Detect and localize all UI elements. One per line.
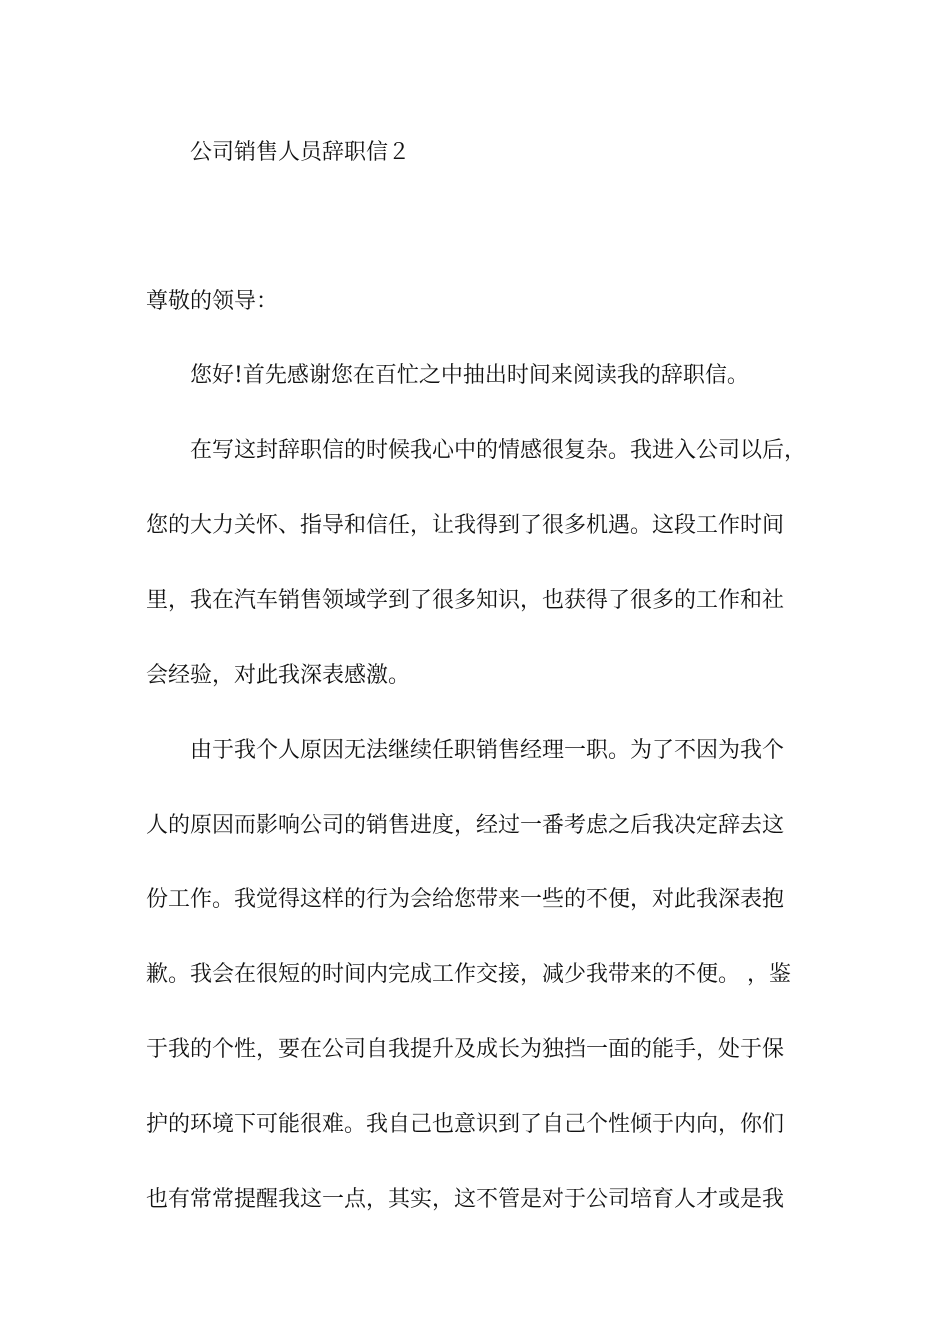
paragraph-line: 也有常常提醒我这一点，其实，这不管是对于公司培育人才或是我 (146, 1187, 785, 1212)
document-title: 公司销售人员辞职信２ (190, 140, 411, 165)
paragraph-line: 于我的个性，要在公司自我提升及成长为独挡一面的能手，处于保 (146, 1037, 785, 1062)
salutation: 尊敬的领导： (146, 289, 279, 314)
paragraph-line: 护的环境下可能很难。我自己也意识到了自己个性倾于内向，你们 (146, 1112, 785, 1137)
paragraph-line: 份工作。我觉得这样的行为会给您带来一些的不便，对此我深表抱 (146, 887, 785, 912)
paragraph-line: 在写这封辞职信的时候我心中的情感很复杂。我进入公司以后， (190, 438, 807, 463)
paragraph-line: 里，我在汽车销售领域学到了很多知识，也获得了很多的工作和社 (146, 588, 785, 613)
paragraph-line: 会经验，对此我深表感激。 (146, 663, 411, 688)
paragraph-line: 人的原因而影响公司的销售进度，经过一番考虑之后我决定辞去这 (146, 813, 785, 838)
paragraph-line: 您好!首先感谢您在百忙之中抽出时间来阅读我的辞职信。 (190, 363, 749, 388)
paragraph-line: 您的大力关怀、指导和信任，让我得到了很多机遇。这段工作时间 (146, 513, 785, 538)
paragraph-line: 由于我个人原因无法继续任职销售经理一职。为了不因为我个 (190, 738, 785, 763)
paragraph-line: 歉。我会在很短的时间内完成工作交接，减少我带来的不便。 ，鉴 (146, 962, 791, 987)
